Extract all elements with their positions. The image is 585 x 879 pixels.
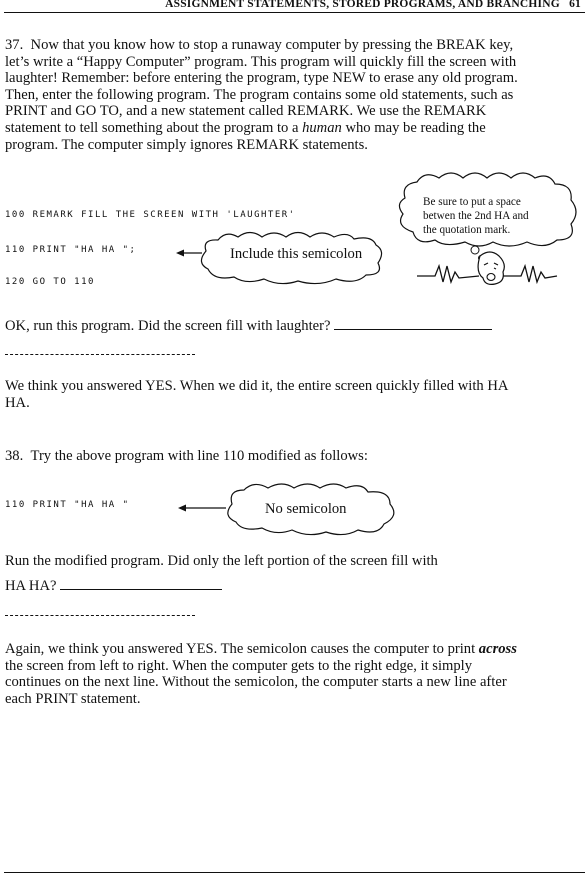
page-number: 61 [569,0,581,10]
section-37-number: 37. [5,37,24,53]
worried-face-icon [478,252,504,284]
question-38-line1: Run the modified program. Did only the left portion of the screen fill with [5,553,438,569]
code-line-100: 100 REMARK FILL THE SCREEN WITH 'LAUGHTER' [5,210,296,220]
include-semicolon-text: Include this semicolon [230,246,363,262]
no-semicolon-text: No semicolon [265,501,347,517]
answer-divider-37 [5,354,195,355]
answer-37: We think you answered YES. When we did it, the entire screen quickly filled with HA HA. [5,378,508,411]
answer-divider-38 [5,615,195,616]
code-line-110: 110 PRINT "HA HA "; [5,245,137,255]
answer-blank-37[interactable] [334,329,492,330]
emphasis-human: human [302,119,342,136]
section-38-intro: 38. Try the above program with line 110 modified as follows: [5,448,368,464]
section-38-number: 38. [5,448,24,464]
header-rule [4,12,585,13]
question-37: OK, run this program. Did the screen fill with laughter? [5,318,525,335]
section-37-intro: 37. Now that you know how to stop a runaway computer by pressing the BREAK key, let’s write a “Happy Computer” program. This program will quickly fill the screen with laughter! Remember: before entering the program, type NEW to erase any old program. Then, enter the following program. The program contains some old statements, such as PRINT and GO TO, and a new statement called REMARK. We use the REMARK statement to tell something about the program to a human who may be reading the program. The computer simply ignores REMARK statements. [5,37,518,153]
code-line-110-modified: 110 PRINT "HA HA " [5,500,130,510]
answer-blank-38[interactable] [60,589,222,590]
emphasis-across: across [478,641,517,657]
running-head-title: ASSIGNMENT STATEMENTS, STORED PROGRAMS, AND BRANCHING [165,0,560,10]
code-line-120: 120 GO TO 110 [5,277,95,287]
footer-rule [4,872,585,873]
space-reminder-text: Be sure to put a space betwen the 2nd HA and the quotation mark. [423,196,529,236]
running-header [0,0,585,13]
question-38-line2: HA HA? [5,578,525,595]
answer-38: Again, we think you answered YES. The semicolon causes the computer to print across the screen from left to right. When the computer gets to the right edge, it simply continues on the next line. Without the semicolon, the computer starts a new line after each PRINT statement. [5,641,517,707]
